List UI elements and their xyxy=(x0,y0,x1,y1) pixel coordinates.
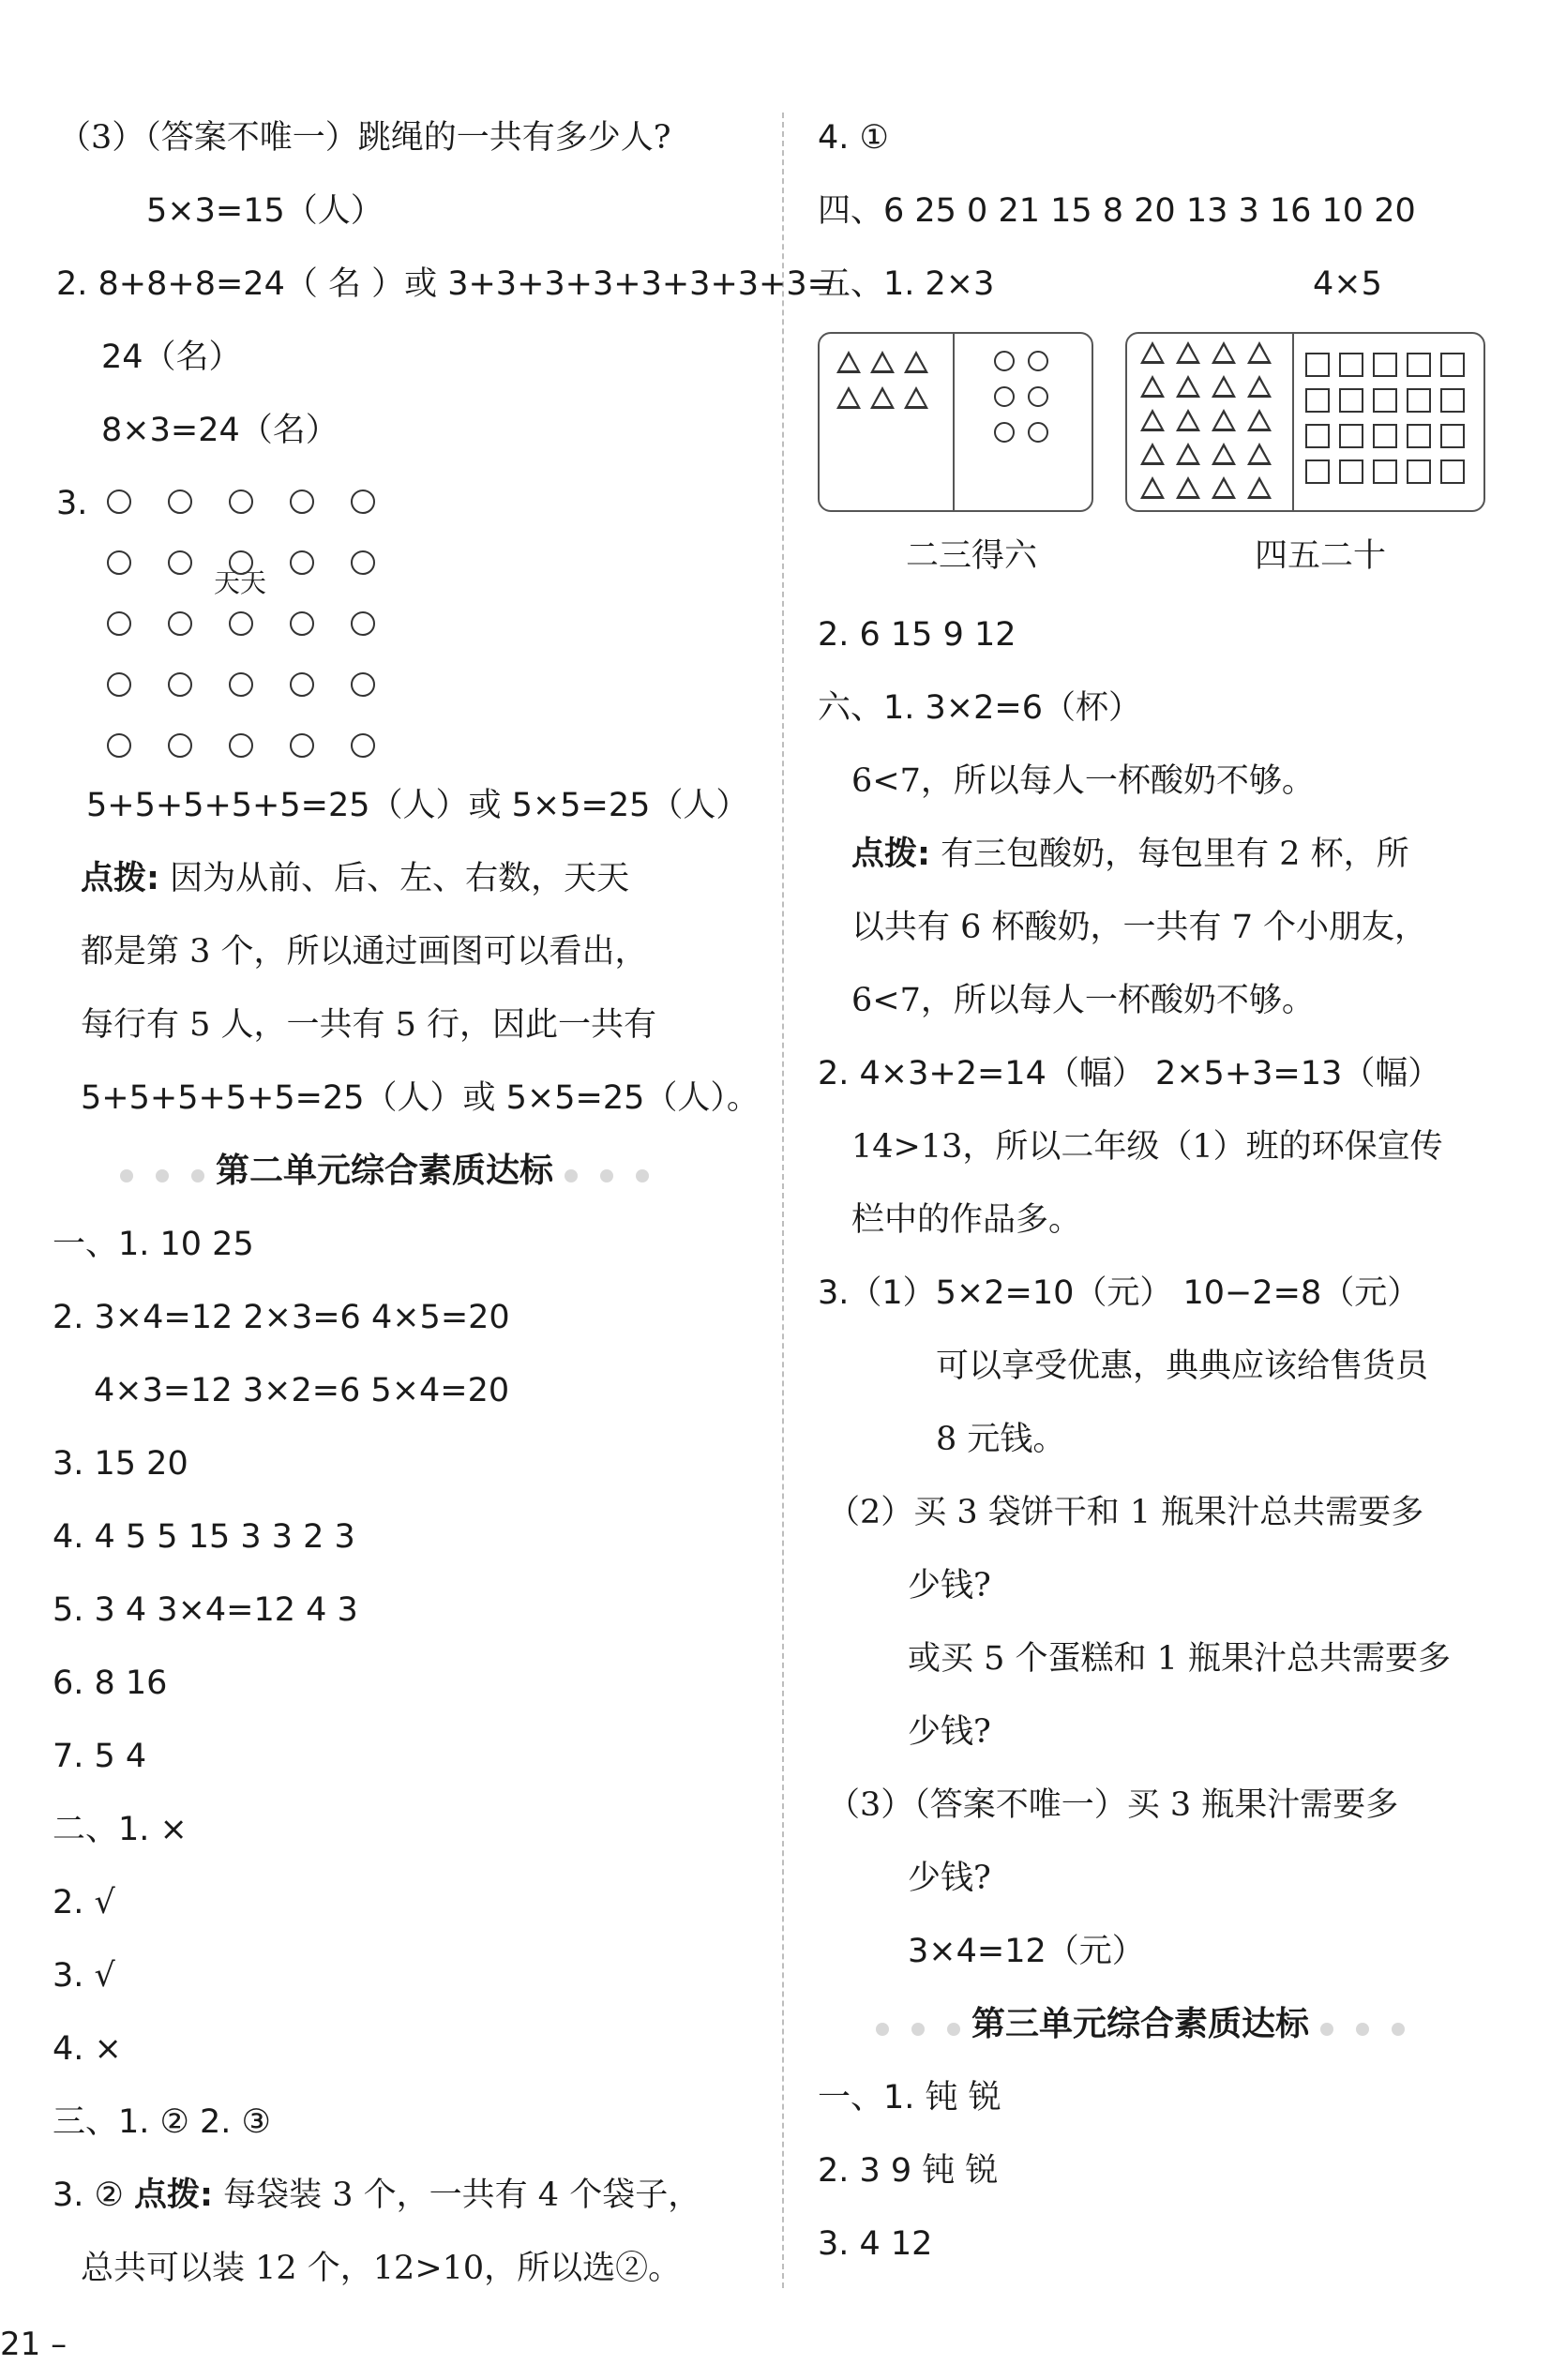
answer-line: 14>13，所以二年级（1）班的环保宣传 xyxy=(851,1128,1443,1166)
circle-mark xyxy=(107,550,131,575)
page-number: 21 – xyxy=(0,2326,68,2363)
circle-mark xyxy=(290,550,314,575)
circle-grid-diagram xyxy=(107,490,407,771)
circle-mark xyxy=(290,733,314,758)
circle-mark xyxy=(290,672,314,697)
circle-mark xyxy=(290,611,314,636)
triangle-mark xyxy=(1212,375,1236,398)
circle-mark xyxy=(107,733,131,758)
circle-mark xyxy=(290,490,314,514)
answer-line: 一、1. 10 25 xyxy=(53,1226,254,1263)
answer-line: 可以享受优惠，典典应该给售货员 xyxy=(936,1348,1429,1385)
answer-line: 2. 6 15 9 12 xyxy=(818,616,1016,654)
decor-dots xyxy=(1309,2006,1416,2045)
answer-line: 2. √ xyxy=(53,1884,115,1921)
square-mark xyxy=(1407,459,1431,484)
answer-line: 3. 15 20 xyxy=(53,1445,188,1483)
square-mark xyxy=(1305,459,1330,484)
answer-line: 少钱? xyxy=(908,1860,991,1897)
circle-mark xyxy=(351,490,375,514)
circle-mark xyxy=(229,733,253,758)
decor-dots xyxy=(865,2006,971,2045)
answer-line: 一、1. 钝 锐 xyxy=(818,2079,1001,2116)
triangle-mark xyxy=(1212,409,1236,431)
square-mark xyxy=(1373,388,1397,413)
square-mark xyxy=(1373,424,1397,448)
circle-mark xyxy=(1028,386,1048,407)
column-divider xyxy=(782,113,784,2288)
circle-mark xyxy=(994,422,1015,443)
circle-mark xyxy=(229,490,253,514)
answer-line: 总共可以装 12 个，12>10，所以选②。 xyxy=(81,2250,682,2287)
answer-line: 或买 5 个蛋糕和 1 瓶果汁总共需要多 xyxy=(908,1640,1452,1678)
answer-line: 栏中的作品多。 xyxy=(851,1201,1082,1239)
circle-mark xyxy=(229,672,253,697)
answer-line: 4×3=12 3×2=6 5×4=20 xyxy=(94,1372,510,1409)
triangle-mark xyxy=(1247,476,1272,499)
circle-mark xyxy=(351,733,375,758)
circle-mark xyxy=(107,672,131,697)
answer-line: 4. × xyxy=(53,2030,122,2068)
circle-mark xyxy=(351,611,375,636)
answer-line: 少钱? xyxy=(908,1567,991,1604)
hint-label: 点拨: xyxy=(81,860,159,897)
hint-label: 点拨: xyxy=(851,836,930,873)
square-mark xyxy=(1407,424,1431,448)
circle-mark xyxy=(229,611,253,636)
square-mark xyxy=(1305,353,1330,377)
triangle-mark xyxy=(1140,409,1165,431)
triangle-mark xyxy=(1247,409,1272,431)
answer-line: 以共有 6 杯酸奶，一共有 7 个小朋友， xyxy=(851,909,1428,946)
array-box-4x5 xyxy=(1125,332,1485,512)
text-line: 5+5+5+5+5=25（人）或 5×5=25（人）。 xyxy=(81,1079,760,1117)
triangle-mark xyxy=(1247,375,1272,398)
decor-dots xyxy=(553,1152,660,1192)
text-line: 8×3=24（名） xyxy=(101,412,339,449)
circle-mark xyxy=(351,550,375,575)
circle-mark xyxy=(1028,351,1048,371)
answer-line: 少钱? xyxy=(908,1713,991,1751)
answer-line: 8 元钱。 xyxy=(936,1421,1066,1458)
answer-line: 4. 4 5 5 15 3 3 2 3 xyxy=(53,1518,355,1556)
circle-mark xyxy=(994,351,1015,371)
triangle-mark xyxy=(1140,375,1165,398)
tiantian-label: 天天 xyxy=(214,567,267,598)
answer-line: 7. 5 4 xyxy=(53,1738,147,1775)
answer-line: 六、1. 3×2=6（杯） xyxy=(818,689,1141,727)
answer-line: 2. 3 9 钝 锐 xyxy=(818,2152,999,2190)
square-mark xyxy=(1339,424,1363,448)
triangle-mark xyxy=(870,351,895,373)
triangle-mark xyxy=(1176,341,1200,364)
circle-mark xyxy=(351,672,375,697)
triangle-mark xyxy=(1140,443,1165,465)
answer-line: 3. √ xyxy=(53,1957,115,1995)
answer-line: 5. 3 4 3×4=12 4 3 xyxy=(53,1591,358,1629)
answer-line: 二、1. × xyxy=(53,1811,188,1848)
square-mark xyxy=(1339,388,1363,413)
triangle-mark xyxy=(1212,341,1236,364)
answer-line: 6<7，所以每人一杯酸奶不够。 xyxy=(851,982,1315,1019)
square-mark xyxy=(1373,353,1397,377)
triangle-mark xyxy=(1176,375,1200,398)
answer-line: 2. 4×3+2=14（幅） 2×5+3=13（幅） xyxy=(818,1055,1441,1092)
answer-line: 三、1. ② 2. ③ xyxy=(53,2103,271,2141)
square-mark xyxy=(1339,459,1363,484)
decor-dots xyxy=(109,1152,216,1192)
text-line: 5×3=15（人） xyxy=(146,192,384,230)
square-mark xyxy=(1339,353,1363,377)
section-title-unit3: 第三单元综合素质达标 xyxy=(865,2005,1416,2045)
square-mark xyxy=(1440,424,1465,448)
triangle-mark xyxy=(1140,341,1165,364)
text-line: 24（名） xyxy=(101,339,242,376)
answer-line: （2）买 3 袋饼干和 1 瓶果汁总共需要多 xyxy=(827,1494,1424,1531)
triangle-mark xyxy=(1176,476,1200,499)
circle-mark xyxy=(994,386,1015,407)
circle-mark xyxy=(107,490,131,514)
circle-mark xyxy=(168,550,192,575)
circle-mark xyxy=(168,733,192,758)
triangle-mark xyxy=(1176,409,1200,431)
square-mark xyxy=(1440,353,1465,377)
answer-line: 6. 8 16 xyxy=(53,1664,168,1702)
triangle-mark xyxy=(1247,341,1272,364)
answer-line: 五、1. 2×3 xyxy=(818,265,995,303)
triangle-mark xyxy=(1212,443,1236,465)
triangle-mark xyxy=(904,386,928,409)
square-mark xyxy=(1407,388,1431,413)
answer-line: 3. ② 点拨: 每袋装 3 个，一共有 4 个袋子， xyxy=(53,2177,701,2214)
triangle-mark xyxy=(1140,476,1165,499)
hint-label: 点拨: xyxy=(134,2177,214,2214)
answer-line: 3. 4 12 xyxy=(818,2225,933,2263)
answer-line: 四、6 25 0 21 15 8 20 13 3 16 10 20 xyxy=(818,192,1416,230)
answer-line: （3）（答案不唯一）买 3 瓶果汁需要多 xyxy=(827,1786,1399,1824)
triangle-mark xyxy=(870,386,895,409)
text-line: 都是第 3 个，所以通过画图可以看出， xyxy=(81,933,648,971)
square-mark xyxy=(1407,353,1431,377)
text-line: 每行有 5 人，一共有 5 行，因此一共有 xyxy=(81,1006,657,1044)
hint-line: 点拨: 有三包酸奶，每包里有 2 杯，所 xyxy=(851,836,1409,873)
answer-line: 4×5 xyxy=(1313,265,1382,303)
triangle-mark xyxy=(836,386,861,409)
circle-mark xyxy=(1028,422,1048,443)
hint-line xyxy=(81,859,629,898)
triangle-mark xyxy=(836,351,861,373)
circle-mark xyxy=(168,611,192,636)
text-line: 2. 8+8+8=24（ 名 ）或 3+3+3+3+3+3+3+3= xyxy=(56,265,835,303)
circle-mark xyxy=(229,550,253,575)
square-mark xyxy=(1373,459,1397,484)
answer-line: 3.（1）5×2=10（元） 10−2=8（元） xyxy=(818,1274,1421,1312)
square-mark xyxy=(1440,388,1465,413)
circle-mark xyxy=(168,490,192,514)
answer-line: 2. 3×4=12 2×3=6 4×5=20 xyxy=(53,1299,510,1336)
circle-mark xyxy=(168,672,192,697)
caption: 四五二十 xyxy=(1255,537,1387,575)
square-mark xyxy=(1440,459,1465,484)
section-title-unit2: 第二单元综合素质达标 xyxy=(109,1152,660,1192)
triangle-mark xyxy=(1247,443,1272,465)
circle-mark xyxy=(107,611,131,636)
caption: 二三得六 xyxy=(906,537,1038,575)
answer-line: 6<7，所以每人一杯酸奶不够。 xyxy=(851,762,1315,800)
square-mark xyxy=(1305,424,1330,448)
square-mark xyxy=(1305,388,1330,413)
answer-line: 3×4=12（元） xyxy=(908,1933,1145,1970)
hint-text: 因为从前、后、左、右数，天天 xyxy=(159,860,630,897)
triangle-mark xyxy=(904,351,928,373)
array-box-2x3 xyxy=(818,332,1093,512)
triangle-mark xyxy=(1176,443,1200,465)
text-line: （3）（答案不唯一）跳绳的一共有多少人? xyxy=(58,119,671,157)
answer-line: 4. ① xyxy=(818,119,889,157)
triangle-mark xyxy=(1212,476,1236,499)
text-line: 5+5+5+5+5=25（人）或 5×5=25（人） xyxy=(86,787,749,824)
question-label: 3. xyxy=(56,485,88,522)
